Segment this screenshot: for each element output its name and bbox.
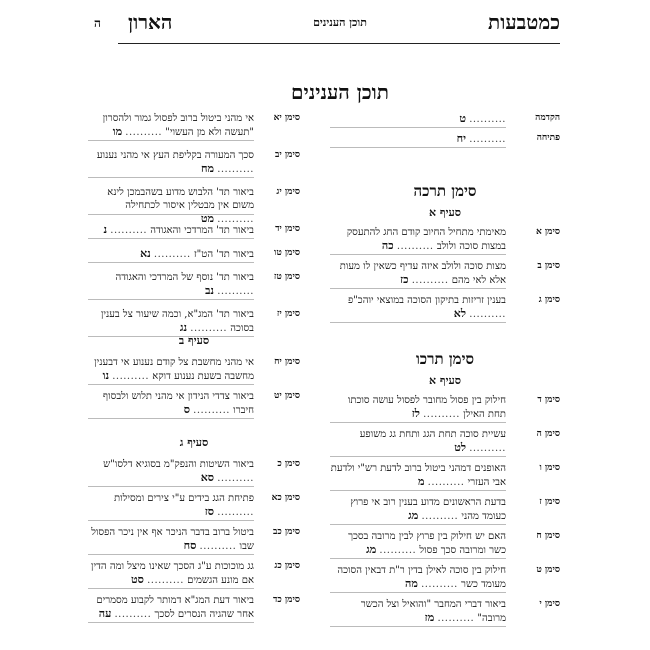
- entry-page: כה: [381, 239, 394, 252]
- toc-entry: [330, 496, 560, 522]
- entry-text: [88, 186, 254, 226]
- section-title: סימן תרכו: [415, 350, 475, 368]
- entry-text: [330, 132, 506, 146]
- toc-entry: [88, 308, 300, 334]
- entry-text: [330, 462, 506, 489]
- entry-divider: [88, 622, 254, 623]
- entry-divider: [88, 238, 254, 239]
- entry-label: סימן כא: [271, 493, 300, 503]
- entry-page: נא: [140, 247, 151, 260]
- entry-text: [88, 356, 254, 383]
- toc-entry: [88, 458, 300, 484]
- header-title-middle: תוכן הענינים: [313, 16, 367, 29]
- dot-leader: ..........: [437, 613, 475, 624]
- entry-page: לא: [453, 307, 467, 320]
- dot-leader: ..........: [411, 275, 449, 286]
- entry-label: סימן יב: [275, 150, 300, 160]
- entry-divider: [88, 384, 254, 385]
- entry-text: [88, 112, 254, 139]
- entry-text: [88, 458, 254, 485]
- entry-label: סימן ב: [537, 261, 560, 271]
- entry-page: ס: [183, 403, 190, 416]
- entry-title: ביאור תד' המג"א, וכמה שיעור צל בענין בסוכה: [100, 309, 254, 334]
- toc-entry: [330, 598, 560, 624]
- subsection-title: סעיף א: [429, 374, 461, 387]
- dot-leader: ..........: [112, 371, 150, 382]
- entry-page: מג: [366, 543, 377, 556]
- entry-text: [330, 496, 506, 523]
- entry-page: עה: [98, 607, 112, 620]
- dot-leader: ..........: [147, 575, 184, 586]
- entry-page: מח: [200, 162, 215, 175]
- entry-label: סימן י: [539, 599, 560, 609]
- page-number: ה: [94, 16, 101, 30]
- entry-page: ט: [459, 112, 467, 125]
- dot-leader: ..........: [217, 214, 254, 225]
- toc-entry: [88, 356, 300, 382]
- toc-entry: [88, 594, 300, 620]
- entry-title: חילוק בין פסול מחובר לפסול עושה סוכתו תחת האילן: [347, 395, 506, 420]
- entry-label: סימן ג: [538, 295, 560, 305]
- entry-label: סימן יא: [273, 113, 300, 123]
- entry-label: סימן כד: [273, 595, 300, 605]
- entry-divider: [330, 288, 506, 289]
- entry-label: פתיחה: [536, 133, 560, 143]
- toc-entry: [88, 492, 300, 518]
- entry-label: הקדמה: [535, 113, 560, 123]
- entry-title: בדעת הראשונים מדוע בענין רוב אי פרוץ כעומד מהני: [350, 497, 506, 522]
- entry-text: [88, 390, 254, 417]
- toc-entry: [330, 260, 560, 286]
- entry-label: סימן ח: [536, 531, 560, 541]
- entry-text: [88, 149, 254, 176]
- toc-entry: [88, 149, 300, 175]
- entry-title: ביאור תד' הלבוש מדוע בשהבמכן לינא משום אין מבטלין איסור לכתחילה: [107, 187, 254, 211]
- entry-page: מו: [112, 125, 123, 138]
- entry-divider: [88, 140, 254, 141]
- dot-leader: ..........: [423, 409, 460, 420]
- entry-title: ביאור השיטות והנפק"מ בסוגיא דלסו"ש: [103, 459, 254, 470]
- toc-entry: [330, 294, 560, 320]
- entry-text: [88, 492, 254, 519]
- toc-entry: [88, 223, 300, 236]
- subsection-title: סעיף ג: [179, 436, 209, 449]
- entry-text: [88, 308, 254, 335]
- subsection-title: סעיף ב: [178, 334, 210, 347]
- toc-entry: [88, 112, 300, 138]
- entry-page: נב: [205, 284, 215, 297]
- entry-text: [88, 223, 254, 237]
- entry-title: מאימתי מתחיל החיוב קודם החג להתעסק במצות סוכה ולולב: [346, 227, 506, 252]
- dot-leader: ..........: [217, 473, 254, 484]
- entry-divider: [330, 254, 506, 255]
- entry-label: סימן טו: [274, 248, 300, 258]
- entry-text: [88, 560, 254, 587]
- entry-title: ביאור תד' הט"ז: [193, 249, 254, 260]
- entry-title: האופנים דמהני ביטול ברוב לדעת רש"י ולדעת אבי העזרי: [330, 463, 506, 488]
- entry-text: [330, 598, 506, 625]
- toc-entry: [330, 530, 560, 556]
- entry-label: סימן יד: [275, 224, 300, 234]
- dot-leader: ..........: [217, 286, 254, 297]
- dot-leader: ..........: [114, 609, 152, 620]
- entry-label: סימן כב: [273, 527, 300, 537]
- toc-entry: [88, 186, 300, 225]
- entry-page: מז: [424, 611, 435, 624]
- entry-page: סז: [204, 505, 215, 518]
- dot-leader: ..........: [469, 443, 506, 454]
- entry-page: נ: [103, 223, 108, 236]
- entry-title: אי מהני מחשבת צל קודם נענוע אי דבענין מחשבה בשעת נענוע דוקא: [94, 357, 254, 382]
- entry-title: ביאור דברי המחבר "והואיל וצל הכשר מרובה": [360, 599, 506, 624]
- dot-leader: ..........: [396, 241, 434, 252]
- entry-page: נו: [102, 369, 110, 382]
- entry-divider: [330, 456, 506, 457]
- toc-entry: [330, 132, 560, 145]
- entry-label: סימן ט: [536, 565, 560, 575]
- entry-divider: [88, 177, 254, 178]
- entry-title: ביאור תד' המרדכי והאגודה: [150, 225, 254, 236]
- entry-divider: [88, 520, 254, 521]
- entry-page: סט: [131, 573, 144, 586]
- dot-leader: ..........: [190, 323, 228, 334]
- entry-divider: [88, 214, 254, 215]
- entry-text: [88, 526, 254, 553]
- entry-page: לז: [411, 407, 420, 420]
- toc-entry: [88, 390, 300, 416]
- entry-label: סימן טז: [273, 272, 300, 282]
- entry-text: [88, 247, 254, 261]
- entry-label: סימן א: [535, 227, 560, 237]
- toc-entry: [330, 394, 560, 420]
- dot-leader: ..........: [125, 127, 163, 138]
- entry-title: בענין זריזות בתיקון הסוכה במוצאי יוהכ"פ: [347, 295, 506, 306]
- dot-leader: ..........: [421, 511, 459, 522]
- entry-page: מ: [417, 475, 425, 488]
- entry-label: סימן ז: [539, 497, 560, 507]
- dot-leader: ..........: [469, 134, 506, 145]
- entry-title: גג מוכוכות ע"ג הסכך שאינו מיצל ומה הדין אם מונע הגשמים: [90, 561, 254, 586]
- entry-divider: [330, 592, 506, 593]
- page-title: תוכן הענינים: [291, 80, 389, 104]
- entry-divider: [330, 626, 506, 627]
- entry-divider: [330, 490, 506, 491]
- toc-entry: [88, 526, 300, 552]
- entry-divider: [88, 486, 254, 487]
- entry-label: סימן יט: [273, 391, 300, 401]
- entry-label: סימן ו: [539, 463, 560, 473]
- entry-text: [330, 394, 506, 421]
- entry-divider: [88, 588, 254, 589]
- entry-text: [330, 260, 506, 287]
- entry-title: פתיחת הגג בידים ע"י צירים ומסילות: [114, 493, 254, 504]
- toc-entry: [88, 247, 300, 260]
- header-title-right: כמטבעות: [488, 10, 560, 34]
- entry-label: סימן יח: [274, 357, 300, 367]
- toc-entry: [330, 462, 560, 488]
- entry-divider: [330, 558, 506, 559]
- toc-entry: [330, 112, 560, 125]
- entry-title: עשיית סוכה תחת הגג ותחת גג משופע: [359, 429, 506, 440]
- dot-leader: ..........: [193, 405, 230, 416]
- dot-leader: ..........: [427, 477, 465, 488]
- entry-divider: [330, 127, 506, 128]
- dot-leader: ..........: [110, 225, 148, 236]
- entry-page: מג: [408, 509, 419, 522]
- entry-label: סימן כג: [274, 561, 300, 571]
- toc-entry: [330, 226, 560, 252]
- entry-text: [88, 594, 254, 621]
- entry-page: מט: [200, 212, 215, 225]
- entry-divider: [330, 524, 506, 525]
- toc-entry: [330, 428, 560, 454]
- subsection-title: סעיף א: [429, 206, 461, 219]
- header-title-left: הארון: [128, 10, 173, 34]
- entry-page: סח: [183, 539, 197, 552]
- entry-title: האם יש חילוק בין פרוץ לבין מרובה בסכך כשר ומרובה סכך פסול: [348, 531, 506, 556]
- entry-label: סימן ה: [536, 429, 560, 439]
- dot-leader: ..........: [199, 541, 237, 552]
- entry-text: [88, 271, 254, 298]
- entry-title: סכך המעורה בקליפת העץ אי מהני נענוע: [96, 150, 254, 161]
- entry-page: סא: [200, 471, 215, 484]
- entry-title: ביטול ברוב בדבר הניכר אף אין ניכר הפסול שבו: [91, 527, 254, 552]
- section-title: סימן תרכה: [413, 182, 477, 200]
- entry-title: ביאור דעת המג"א דמותר לקבוע מסמרים אחר שהגיה הנסרים לסכך: [96, 595, 254, 620]
- entry-text: [330, 530, 506, 557]
- entry-divider: [88, 418, 254, 419]
- dot-leader: ..........: [153, 249, 191, 260]
- entry-title: ביאור תד' נוסף של המרדכי והאגודה: [115, 272, 254, 283]
- entry-text: [330, 428, 506, 455]
- dot-leader: ..........: [469, 309, 506, 320]
- entry-label: סימן כ: [277, 459, 300, 469]
- entry-title: ביאור צדדי הנידון אי מהני תלוש ולבסוף חיברו: [102, 391, 254, 416]
- entry-page: כז: [400, 273, 409, 286]
- entry-divider: [330, 322, 506, 323]
- toc-entry: [330, 564, 560, 590]
- entry-divider: [330, 422, 506, 423]
- entry-text: [330, 294, 506, 321]
- entry-title: חילוק בין סוכה לאילן בדין ר"ת דבאין הסוכה מעומד כשר: [337, 565, 506, 590]
- entry-divider: [330, 147, 506, 148]
- toc-entry: [88, 271, 300, 297]
- entry-label: סימן יג: [276, 187, 300, 197]
- dot-leader: ..........: [469, 114, 506, 125]
- entry-label: סימן יז: [276, 309, 300, 319]
- entry-title: אי מהני ביטול ברוב לפסול גמור ולהסרון "תעשה ולא מן העשוי": [102, 113, 254, 138]
- entry-page: מה: [405, 577, 418, 590]
- entry-text: [330, 564, 506, 591]
- entry-page: לט: [454, 441, 467, 454]
- entry-page: יח: [456, 132, 467, 145]
- dot-leader: ..........: [217, 507, 254, 518]
- header-rule: [118, 43, 560, 44]
- running-header: [94, 8, 560, 42]
- dot-leader: ..........: [379, 545, 417, 556]
- entry-text: [330, 226, 506, 253]
- entry-page: נג: [179, 321, 188, 334]
- entry-divider: [88, 262, 254, 263]
- dot-leader: ..........: [217, 164, 254, 175]
- entry-title: מצות סוכה ולולב איזה עדיף כשאין לו מעות אלא לאי מהם: [339, 261, 506, 286]
- entry-divider: [88, 299, 254, 300]
- entry-label: סימן ד: [537, 395, 560, 405]
- dot-leader: ..........: [421, 579, 458, 590]
- entry-text: [330, 112, 506, 126]
- toc-entry: [88, 560, 300, 586]
- entry-divider: [88, 554, 254, 555]
